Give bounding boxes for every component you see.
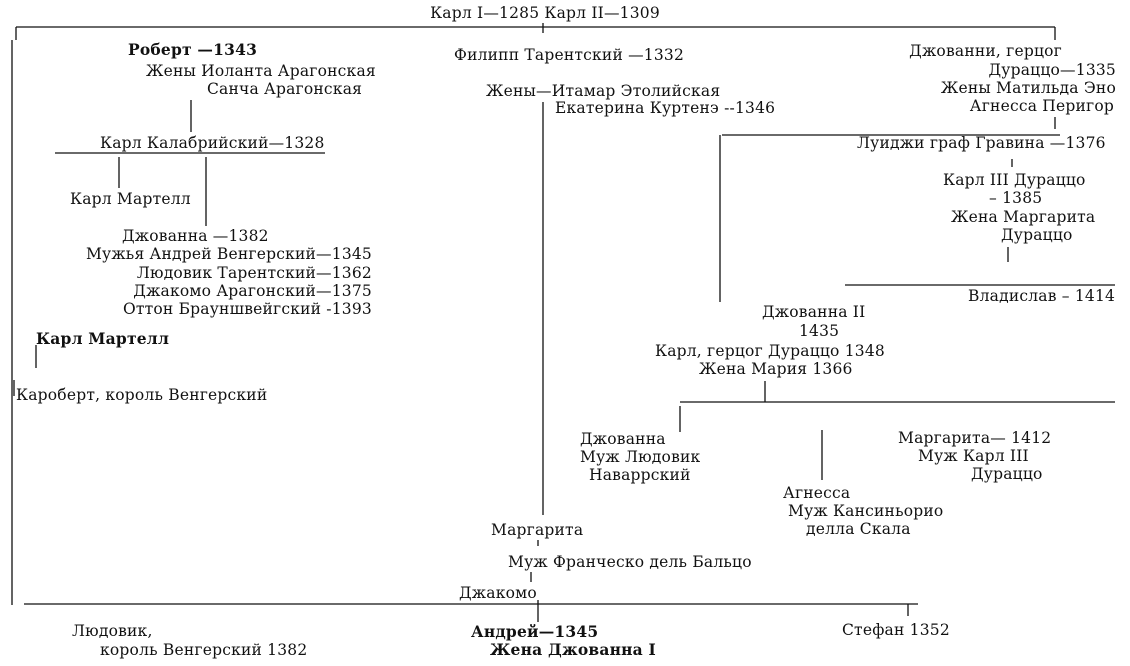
giovanna-husband-3: Джакомо Арагонский—1375 xyxy=(133,282,372,300)
karl-iii-line-1: Карл III Дураццо xyxy=(943,171,1086,189)
margarita-1412-line-3: Дураццо xyxy=(971,465,1043,483)
giovanna-ii-line-1: Джованна II xyxy=(762,303,866,321)
luigi-gravina: Луиджи граф Гравина —1376 xyxy=(857,134,1106,152)
filipp-wives-2: Екатерина Куртенэ --1346 xyxy=(555,99,776,117)
robert-wives-1: Жены Иоланта Арагонская xyxy=(146,62,376,80)
filipp-name: Филипп Тарентский —1332 xyxy=(454,46,685,64)
andrey-line-1: Андрей—1345 xyxy=(471,622,599,641)
agnessa-line-3: делла Скала xyxy=(806,520,911,538)
karl-iii-line-4: Дураццо xyxy=(1001,226,1073,244)
giovanna-husband-4: Оттон Брауншвейгский -1393 xyxy=(122,300,372,318)
karl-calabria: Карл Калабрийский—1328 xyxy=(100,134,325,152)
ludovik-line-2: король Венгерский 1382 xyxy=(100,641,308,659)
agnessa-line-1: Агнесса xyxy=(783,484,851,502)
margarita-1412-line-2: Муж Карл III xyxy=(918,447,1029,465)
durazzo-line-1: Джованни, герцог xyxy=(909,42,1062,60)
karl-iii-line-2: – 1385 xyxy=(989,189,1043,207)
durazzo-line-3: Жены Матильда Эно xyxy=(940,79,1116,97)
giovanna-husband-1: Мужья Андрей Венгерский—1345 xyxy=(85,245,372,263)
karl-durazzo-line-1: Карл, герцог Дураццо 1348 xyxy=(655,342,885,360)
karl-martell-1: Карл Мартелл xyxy=(70,190,191,208)
durazzo-line-4: Агнесса Перигор xyxy=(969,97,1114,115)
giovanna-navarra-line-2: Муж Людовик xyxy=(580,448,701,466)
filipp-wives-1: Жены—Итамар Этолийская xyxy=(486,82,721,100)
margarita-balzo-son: Джакомо xyxy=(459,584,537,602)
margarita-balzo-name: Маргарита xyxy=(491,521,584,539)
giovanna-name: Джованна —1382 xyxy=(122,227,269,245)
agnessa-line-2: Муж Кансиньорио xyxy=(788,502,944,520)
karl-iii-line-3: Жена Маргарита xyxy=(951,208,1096,226)
giovanna-navarra-line-3: Наваррский xyxy=(589,466,691,484)
giovanna-navarra-line-1: Джованна xyxy=(580,430,666,448)
giovanna-husband-2: Людовик Тарентский—1362 xyxy=(136,264,372,282)
karl-durazzo-line-2: Жена Мария 1366 xyxy=(699,360,853,378)
durazzo-line-2: Дураццо—1335 xyxy=(988,61,1116,79)
karl-martell-2: Карл Мартелл xyxy=(36,329,170,348)
giovanna-ii-line-2: 1435 xyxy=(799,322,840,340)
ludovik-line-1: Людовик, xyxy=(72,622,153,640)
andrey-line-2: Жена Джованна I xyxy=(490,640,656,659)
ancestors-line: Карл I—1285 Карл II—1309 xyxy=(430,4,660,22)
robert-name: Роберт —1343 xyxy=(128,40,258,59)
karobert: Кароберт, король Венгерский xyxy=(16,386,268,404)
robert-wives-2: Санча Арагонская xyxy=(207,80,363,98)
margarita-balzo-husband: Муж Франческо дель Бальцо xyxy=(508,553,752,571)
margarita-1412-line-1: Маргарита— 1412 xyxy=(898,429,1052,447)
stefan: Стефан 1352 xyxy=(842,621,950,639)
vladislav: Владислав – 1414 xyxy=(968,287,1116,305)
